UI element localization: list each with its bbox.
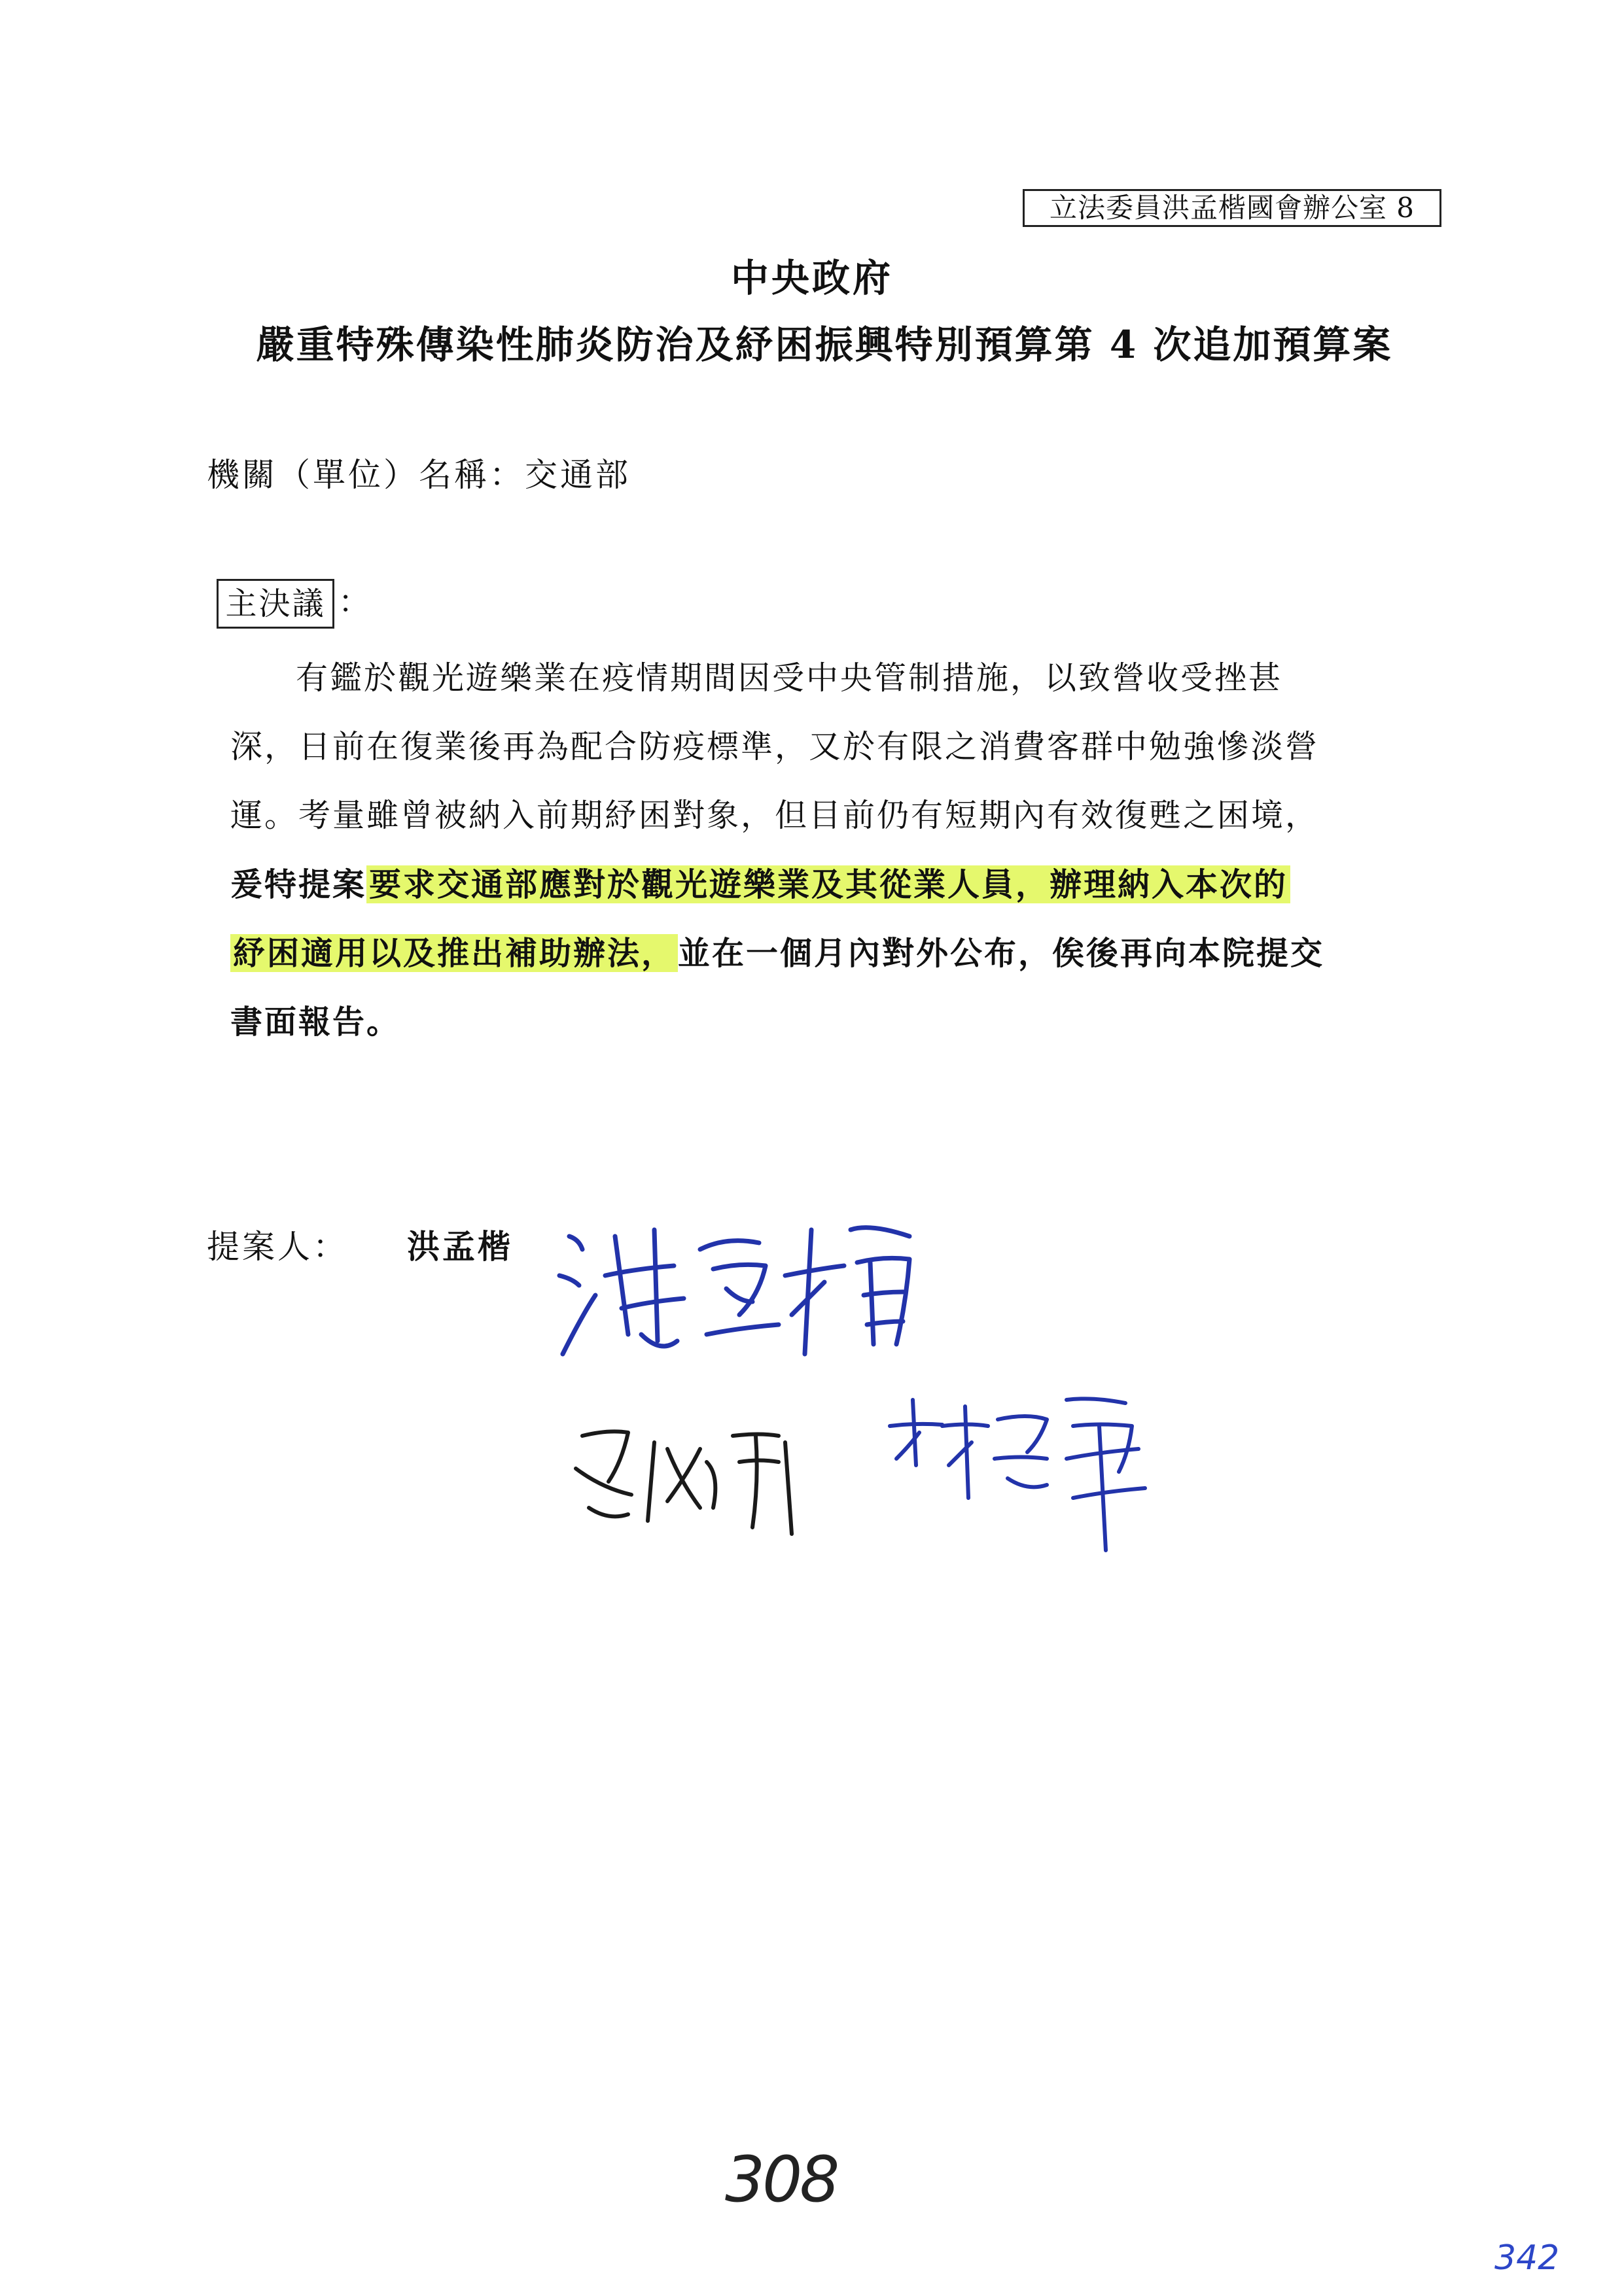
highlighted-text: 紓困適用以及推出補助辦法， [230, 934, 678, 972]
document-subtitle: 嚴重特殊傳染性肺炎防治及紓困振興特別預算第 4 次追加預算案 [256, 322, 1393, 367]
body-line [230, 793, 1319, 839]
body-line [230, 861, 1290, 907]
proposer-name: 洪孟楷 [407, 1227, 513, 1266]
handwritten-page-number: 308 [725, 2143, 838, 2216]
agency-line: 機關（單位）名稱：交通部 [207, 456, 631, 494]
body-line [230, 999, 400, 1045]
body-text-bold: 爰特提案 [230, 865, 367, 903]
body-text: 有鑑於觀光遊樂業在疫情期間因受中央管制措施，以致營收受挫甚 [296, 659, 1283, 697]
resolution-colon: ： [338, 583, 370, 620]
signature-2 [569, 1410, 805, 1540]
signature-3 [877, 1387, 1165, 1570]
signature-1 [543, 1204, 949, 1374]
office-tag: 立法委員洪孟楷國會辦公室 8 [1023, 189, 1441, 227]
resolution-label: 主決議 [217, 579, 334, 629]
body-text: 運。考量雖曾被納入前期紓困對象，但目前仍有短期內有效復甦之困境， [230, 797, 1320, 834]
handwritten-corner-number: 342 [1494, 2238, 1560, 2278]
body-line [230, 930, 1324, 976]
document-title: 中央政府 [730, 256, 893, 300]
body-text: 深，日前在復業後再為配合防疫標準，又於有限之消費客群中勉強慘淡營 [230, 728, 1320, 765]
body-text-bold: 並在一個月內對外公布，俟後再向本院提交 [678, 934, 1325, 972]
body-line [230, 724, 1319, 770]
body-line [296, 655, 1282, 701]
highlighted-text: 要求交通部應對於觀光遊樂業及其從業人員，辦理納入本次的 [366, 865, 1290, 903]
body-text-bold: 書面報告。 [230, 1003, 401, 1041]
proposer-label: 提案人： [207, 1228, 348, 1266]
